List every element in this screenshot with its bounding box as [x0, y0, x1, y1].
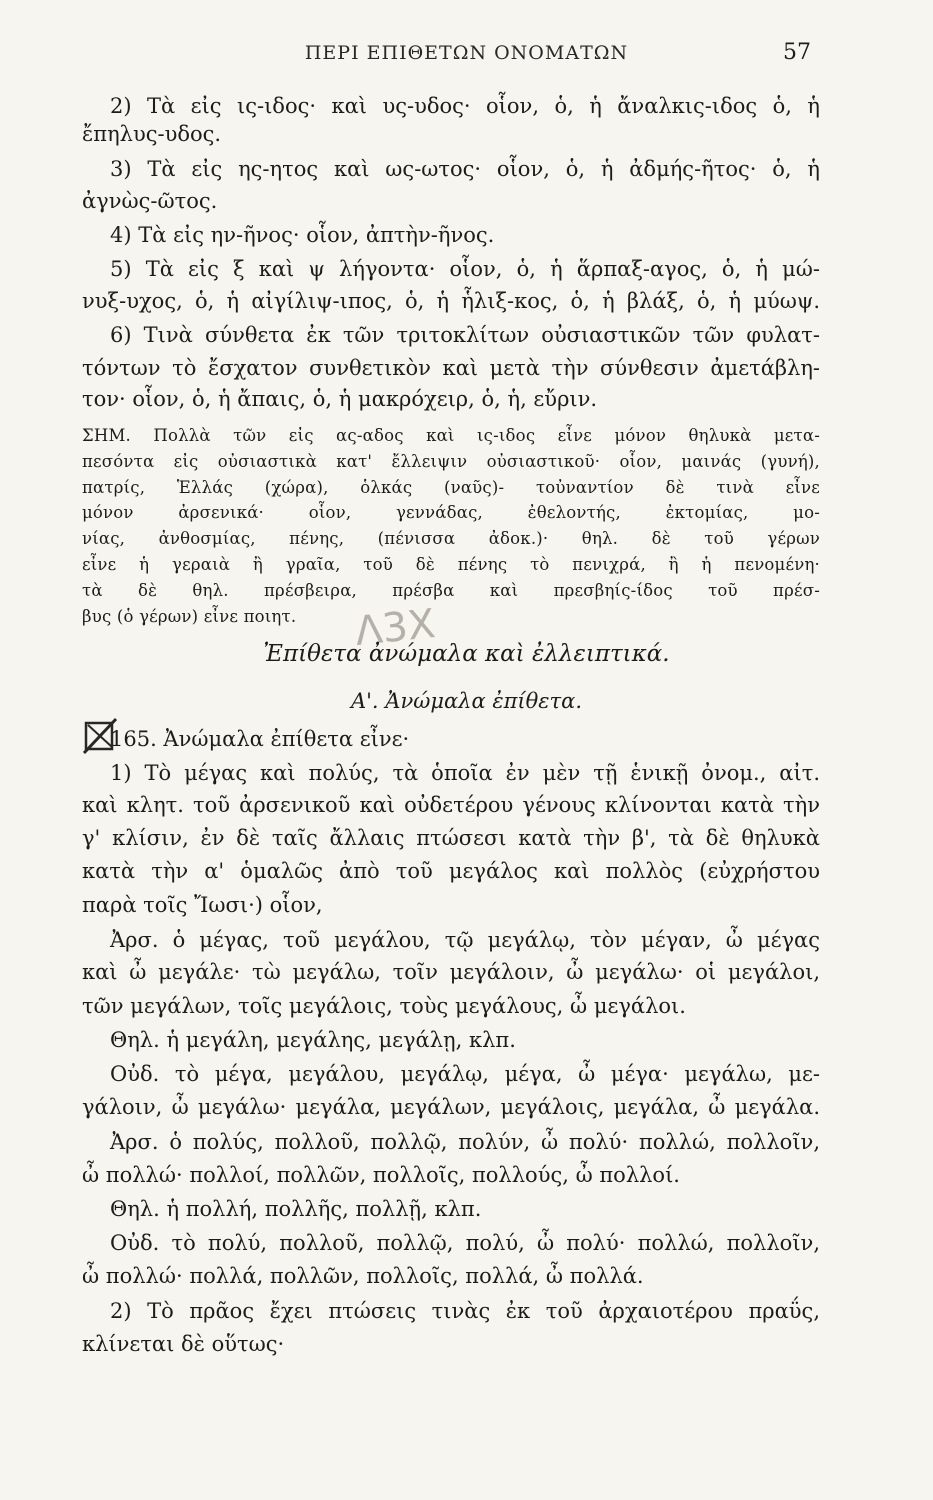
section-heading: Ἐπίθετα ἀνώμαλα καὶ ἐλλειπτικά.: [263, 641, 670, 667]
text-line: 4) Τὰ εἰς ην-ῆνος· οἷον, ἀπτὴν-ῆνος.: [110, 223, 495, 247]
text-line: νυξ-υχος, ὁ, ἡ αἰγίλιψ-ιπος, ὁ, ἡ ἧλιξ-κος, ὁ, ἡ βλάξ, ὁ, ἡ μύωψ.: [82, 289, 820, 313]
text-line: 2) Τὸ πρᾶος ἔχει πτώσεις τινὰς ἐκ τοῦ ἀρχαιοτέρου πραΰς,: [110, 1299, 820, 1323]
text-line: Ἀρσ. ὁ πολύς, πολλοῦ, πολλῷ, πολύν, ὦ πολύ· πολλώ, πολλοῖν,: [110, 1130, 820, 1154]
page-header: [0, 40, 933, 70]
text-line: 3) Τὰ εἰς ης-ητος καὶ ως-ωτος· οἷον, ὁ, ἡ ἀδμής-ῆτος· ὁ, ἡ: [110, 157, 820, 181]
text-line: ὦ πολλώ· πολλά, πολλῶν, πολλοῖς, πολλά, ὦ πολλά.: [82, 1264, 644, 1288]
subsection-heading: Α'. Ἀνώμαλα ἐπίθετα.: [350, 689, 583, 713]
text-line: τῶν μεγάλων, τοῖς μεγάλοις, τοὺς μεγάλους, ὦ μεγάλοι.: [82, 994, 686, 1018]
text-line: γ' κλίσιν, ἐν δὲ ταῖς ἄλλαις πτώσεσι κατὰ τὴν β', τὰ δὲ θηλυκὰ: [82, 826, 820, 850]
text-line: 165. Ἀνώμαλα ἐπίθετα εἶνε·: [110, 727, 410, 751]
text-line: Ἀρσ. ὁ μέγας, τοῦ μεγάλου, τῷ μεγάλῳ, τὸν μέγαν, ὦ μέγας: [110, 928, 820, 952]
page-number: 57: [783, 40, 811, 65]
text-line: Θηλ. ἡ πολλή, πολλῆς, πολλῇ, κλπ.: [110, 1197, 482, 1221]
text-line: κλίνεται δὲ οὕτως·: [82, 1332, 285, 1356]
text-line: καὶ ὦ μεγάλε· τὼ μεγάλω, τοῖν μεγάλοιν, ὦ μεγάλω· οἱ μεγάλοι,: [82, 960, 820, 984]
text-line: καὶ κλητ. τοῦ ἀρσενικοῦ καὶ οὐδετέρου γένους κλίνονται κατὰ τὴν: [82, 793, 820, 817]
text-line: 2) Τὰ εἰς ις-ιδος· καὶ υς-υδος· οἷον, ὁ, ἡ ἄναλκις-ιδος ὁ, ἡ: [110, 94, 820, 118]
text-line: Οὐδ. τὸ μέγα, μεγάλου, μεγάλῳ, μέγα, ὦ μέγα· μεγάλω, με-: [110, 1062, 820, 1086]
note-line: πατρίς, Ἑλλάς (χώρα), ὁλκάς (ναῦς)- τοὐναντίον δὲ τινὰ εἶνε: [82, 478, 820, 497]
note-line: ΣΗΜ. Πολλὰ τῶν εἰς ας-αδος καὶ ις-ιδος εἶνε μόνον θηλυκὰ μετα-: [82, 426, 820, 445]
text-line: τον· οἷον, ὁ, ἡ ἄπαις, ὁ, ἡ μακρόχειρ, ὁ, ἡ, εὔριν.: [82, 387, 598, 411]
text-line: παρὰ τοῖς Ἴωσι·) οἷον,: [82, 893, 323, 917]
text-line: Θηλ. ἡ μεγάλη, μεγάλης, μεγάλῃ, κλπ.: [110, 1028, 516, 1052]
note-line: μόνον ἀρσενικά· οἷον, γεννάδας, ἐθελοντής, ἐκτομίας, μο-: [82, 503, 820, 522]
note-line: βυς (ὁ γέρων) εἶνε ποιητ.: [82, 607, 297, 626]
note-line: εἶνε ἡ γεραιὰ ἢ γραῖα, τοῦ δὲ πένης τὸ πενιχρά, ἢ ἡ πενομένη·: [82, 555, 820, 574]
text-line: 5) Τὰ εἰς ξ καὶ ψ λήγοντα· οἷον, ὁ, ἡ ἅρπαξ-αγος, ὁ, ἡ μώ-: [110, 257, 820, 281]
handwritten-mark: Λ3Χ: [352, 600, 438, 656]
text-line: ὦ πολλώ· πολλοί, πολλῶν, πολλοῖς, πολλούς, ὦ πολλοί.: [82, 1163, 680, 1187]
note-line: πεσόντα εἰς οὐσιαστικὰ κατ' ἔλλειψιν οὐσιαστικοῦ· οἷον, μαινάς (γυνή),: [82, 452, 820, 471]
text-line: γάλοιν, ὦ μεγάλω· μεγάλα, μεγάλων, μεγάλοις, μεγάλα, ὦ μεγάλα.: [82, 1095, 820, 1119]
note-line: τὰ δὲ θηλ. πρέσβειρα, πρέσβα καὶ πρεσβηίς-ίδος τοῦ πρέσ-: [82, 581, 820, 600]
text-line: κατὰ τὴν α' ὁμαλῶς ἀπὸ τοῦ μεγάλος καὶ πολλὸς (εὐχρήστου: [82, 859, 820, 883]
text-line: ἔπηλυς-υδος.: [82, 122, 222, 146]
text-line: ἀγνὼς-ῶτος.: [82, 189, 218, 213]
text-line: τόντων τὸ ἔσχατον συνθετικὸν καὶ μετὰ τὴν σύνθεσιν ἀμετάβλη-: [82, 356, 820, 380]
note-line: νίας, ἀνθοσμίας, πένης, (πένισσα ἀδοκ.)· θηλ. δὲ τοῦ γέρων: [82, 529, 820, 548]
text-line: 6) Τινὰ σύνθετα ἐκ τῶν τριτοκλίτων οὐσιαστικῶν τῶν φυλατ-: [110, 323, 820, 347]
text-line: Οὐδ. τὸ πολύ, πολλοῦ, πολλῷ, πολύ, ὦ πολύ· πολλώ, πολλοῖν,: [110, 1231, 820, 1255]
running-title: ΠΕΡΙ ΕΠΙΘΕΤΩΝ ΟΝΟΜΑΤΩΝ: [304, 42, 629, 64]
text-line: 1) Τὸ μέγας καὶ πολύς, τὰ ὁποῖα ἐν μὲν τῇ ἑνικῇ ὀνομ., αἰτ.: [110, 761, 820, 785]
